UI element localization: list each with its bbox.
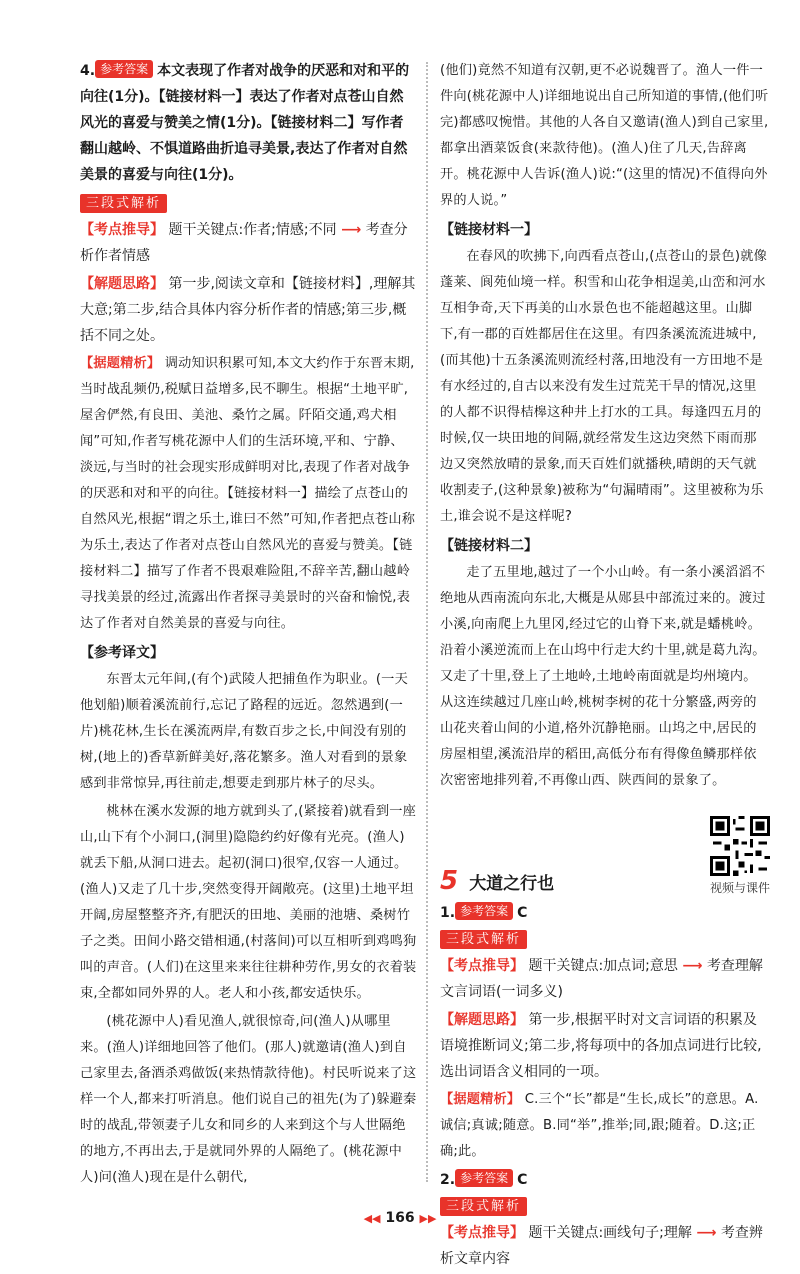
- q2-kaodian-label: 【考点推导】: [440, 1225, 524, 1241]
- qr-code-icon[interactable]: [710, 816, 770, 876]
- jujing-label: 【据题精析】: [80, 356, 161, 371]
- q1-answer: [440, 900, 770, 926]
- right-column: [440, 58, 770, 1274]
- section-label: 三段式解析: [440, 1197, 527, 1216]
- q1-kaodian-post: 考查理解文言词语(一词多义): [440, 958, 763, 1000]
- q1-number: 1.: [440, 905, 456, 921]
- q1-jujing-text: C.三个“长”都是“生长,成长”的意思。A.诚信;真诚;随意。B.同“举”,推举;同,跟;随着。D.这;正确;此。: [440, 1092, 759, 1159]
- link2-paragraph: 走了五里地,越过了一个小山岭。有一条小溪滔滔不绝地从西南流向东北,大概是从郧县中部流过来的。渡过小溪,向南爬上九里冈,经过它的山脊下来,就是蟠桃岭。沿着小溪逆流而上在山坞中行走大约十里,就是葛九沟。又走了十里,登上了土地岭,土地岭南面就是均州境内。从这连续越过几座山岭,桃树李树的花十分繁盛,两旁的山花夹着山间的小道,格外沉静艳丽。山坞之中,居民的房屋相望,溪流沿岸的稻田,高低分布有得像鱼鳞那样依次密密地排列着,不再像山西、陕西间的景象了。: [440, 565, 766, 788]
- kaodian-post: 考查分析作者情感: [80, 222, 408, 264]
- double-right-triangle-icon: ▶▶: [419, 1212, 437, 1225]
- translation-paragraph-3: (桃花源中人)看见渔人,就很惊奇,问(渔人)从哪里来。(渔人)详细地回答了他们。(那人)就邀请(渔人)到自己家里去,备酒杀鸡做饭(来热情款待他)。村民听说来了这样一个人,都来打听消息。他们说自己的祖先(为了)躲避秦时的战乱,带领妻子儿女和同乡的人来到这个与人世隔绝的地方,不再出去,于是就同外界的人隔绝了。(桃花源中人)问(渔人)现在是什么朝代,: [80, 1014, 417, 1185]
- q2-kaodian-pre: 题干关键点:画线句子;理解: [528, 1225, 692, 1241]
- q1-jieti-text: 第一步,根据平时对文言词语的积累及语境推断词义;第二步,将每项中的各加点词进行比较,选出词语含义相同的一项。: [440, 1012, 762, 1080]
- q1-jieti-label: 【解题思路】: [440, 1012, 524, 1028]
- arrow-right-icon: ⟶: [341, 222, 362, 238]
- page-number: 166: [385, 1210, 415, 1226]
- q4-answer: [80, 58, 417, 188]
- q4-number: 4.: [80, 63, 96, 79]
- q1-answer-letter: C: [517, 905, 528, 921]
- arrow-right-icon: ⟶: [682, 958, 703, 974]
- answer-badge: 参考答案: [95, 60, 153, 78]
- link1-paragraph: 在春风的吹拂下,向西看点苍山,(点苍山的景色)就像蓬莱、阆苑仙境一样。积雪和山花争相逞美,山峦和河水互相争奇,天下再美的山水景色也不能超越这里。山脚下,有一郡的百姓都居住在这里。有四条溪流流进城中,(而其他)十五条溪流则流经村落,田地没有一方田地不是有水经过的,自古以来没有发生过荒芜干旱的情况,这里的人都不识得桔槔这种井上打水的工具。每逢四五月的时候,仅一块田地的间隔,就经常发生这边突然下雨而那边又突然放晴的景象,而天百姓们就播秧,晴朗的天气就收割麦子,(这种景象)被称为“句漏晴雨”。这里被称为乐土,谁会说不是这样呢?: [440, 249, 767, 524]
- column-divider: [426, 62, 428, 1182]
- double-left-triangle-icon: ◀◀: [363, 1212, 381, 1225]
- chapter-number: 5: [440, 866, 459, 896]
- chapter-title: 大道之行也: [469, 874, 555, 894]
- q2-number: 2.: [440, 1172, 456, 1188]
- q2-kaodian-post: 考查辨析文章内容: [440, 1225, 763, 1267]
- q1-jieti-paragraph: [440, 1007, 770, 1085]
- q1-kaodian-label: 【考点推导】: [440, 958, 524, 974]
- chapter-title-group: [440, 866, 554, 896]
- kaodian-paragraph: [80, 217, 417, 269]
- q2-answer: [440, 1167, 770, 1193]
- arrow-right-icon: ⟶: [696, 1225, 717, 1241]
- jujing-paragraph: [80, 351, 417, 637]
- section-label: 三段式解析: [80, 194, 167, 213]
- jieti-paragraph: [80, 271, 417, 349]
- translation-paragraph-2: 桃林在溪水发源的地方就到头了,(紧接着)就看到一座山,山下有个小洞口,(洞里)隐隐约约好像有光亮。(渔人)就丢下船,从洞口进去。起初(洞口)很窄,仅容一人通过。(渔人)又走了几十步,突然变得开阔敞亮。(这里)土地平坦开阔,房屋整整齐齐,有肥沃的田地、美丽的池塘、桑树竹子之类。田间小路交错相通,(村落间)可以互相听到鸡鸣狗叫的声音。(人们)在这里来来往往耕种劳作,男女的衣着装束,全都如同外界的人。老人和小孩,都安适快乐。: [80, 804, 417, 1001]
- q2-kaodian-paragraph: [440, 1220, 770, 1272]
- page-number-footer: [0, 1210, 800, 1226]
- chapter-header: [440, 816, 770, 896]
- left-column: [80, 58, 417, 1193]
- answer-badge: 参考答案: [455, 1169, 513, 1187]
- translation-heading: 【参考译文】: [80, 645, 164, 661]
- qr-block: [710, 816, 770, 896]
- section-label: 三段式解析: [440, 930, 527, 949]
- jujing-text: 调动知识积累可知,本文大约作于东晋末期,当时战乱频仍,税赋日益增多,民不聊生。根据“土地平旷,屋舍俨然,有良田、美池、桑竹之属。阡陌交通,鸡犬相闻”可知,作者写桃花源中人们的生活环境,平和、宁静、淡远,与当时的社会现实形成鲜明对比,表现了作者对战争的厌恶和对和平的向往。【链接材料一】描绘了点苍山的自然风光,根据“谓之乐土,谁曰不然”可知,作者把点苍山称为乐土,表达了作者对点苍山自然风光的喜爱与赞美。【链接材料二】描写了作者不畏艰难险阻,不辞辛苦,翻山越岭寻找美景的经过,流露出作者探寻美景时的兴奋和愉悦,表达了作者对自然美景的喜爱与向往。: [80, 356, 416, 631]
- qr-caption: 视频与课件: [709, 881, 770, 895]
- translation-paragraph-1: 东晋太元年间,(有个)武陵人把捕鱼作为职业。(一天他划船)顺着溪流前行,忘记了路程的远近。忽然遇到(一片)桃花林,生长在溪流两岸,有数百步之长,中间没有别的树,(地上的)香草新鲜美好,落花繁多。渔人对看到的景象感到非常惊异,再往前走,想要走到那片林子的尽头。: [80, 672, 408, 791]
- kaodian-pre: 题干关键点:作者;情感;不同: [168, 222, 337, 238]
- translation-continued: (他们)竟然不知道有汉朝,更不必说魏晋了。渔人一件一件向(桃花源中人)详细地说出自己所知道的事情,(他们听完)都感叹惋惜。其他的人各自又邀请(渔人)到自己家里,都拿出酒菜饭食(来款待他)。(渔人)住了几天,告辞离开。桃花源中人告诉(渔人)说:“(这里的情况)不值得向外界的人说。”: [440, 63, 769, 208]
- q1-kaodian-paragraph: [440, 953, 770, 1005]
- kaodian-label: 【考点推导】: [80, 222, 164, 238]
- q1-jujing-label: 【据题精析】: [440, 1092, 521, 1107]
- q1-jujing-paragraph: [440, 1087, 770, 1165]
- link1-heading: 【链接材料一】: [440, 222, 538, 238]
- answer-badge: 参考答案: [455, 902, 513, 920]
- q2-answer-letter: C: [517, 1172, 528, 1188]
- q1-kaodian-pre: 题干关键点:加点词;意思: [528, 958, 678, 974]
- jieti-label: 【解题思路】: [80, 276, 164, 292]
- jieti-text: 第一步,阅读文章和【链接材料】,理解其大意;第二步,结合具体内容分析作者的情感;第三步,概括不同之处。: [80, 276, 416, 344]
- q4-answer-text: 本文表现了作者对战争的厌恶和对和平的向往(1分)。【链接材料一】表达了作者对点苍山自然风光的喜爱与赞美之情(1分)。【链接材料二】写作者翻山越岭、不惧道路曲折追寻美景,表达了作者对自然美景的喜爱与向往(1分)。: [80, 63, 410, 183]
- link2-heading: 【链接材料二】: [440, 538, 538, 554]
